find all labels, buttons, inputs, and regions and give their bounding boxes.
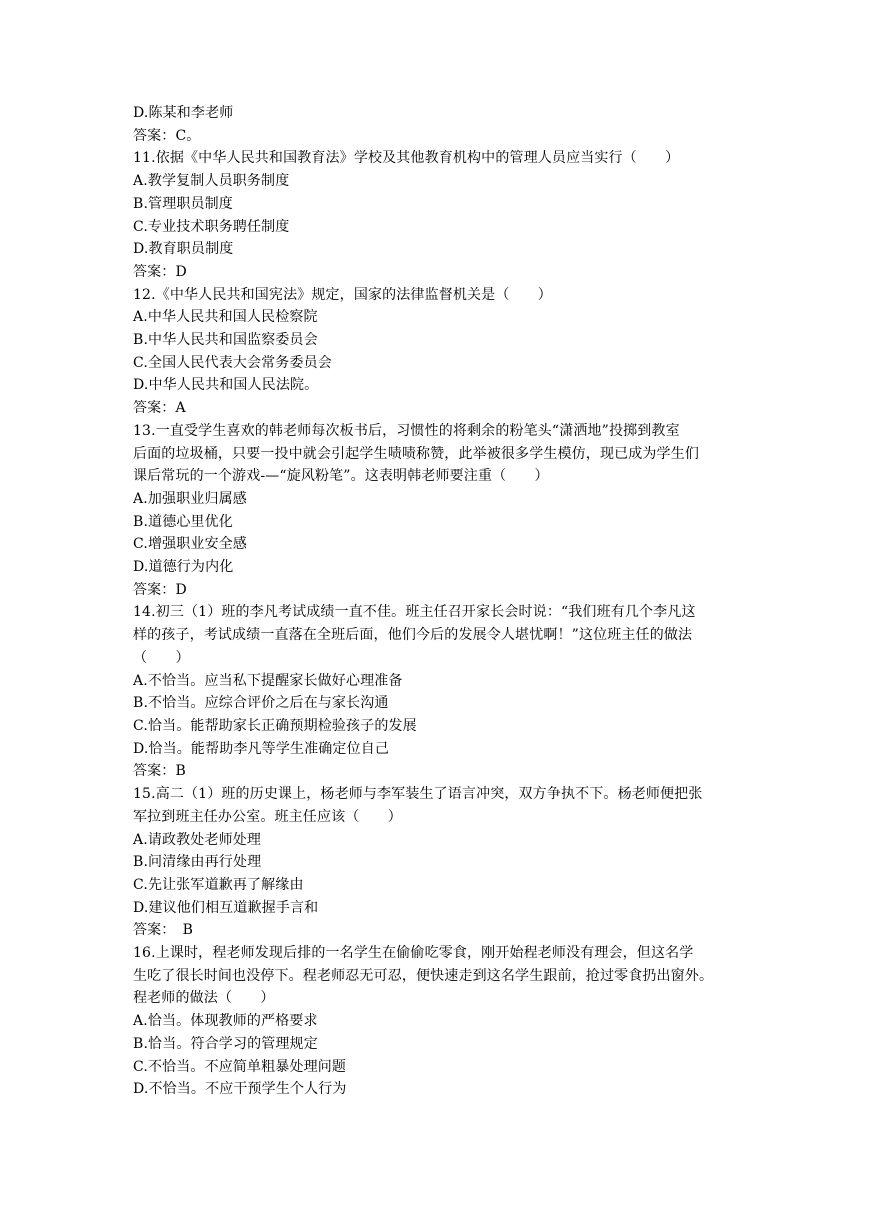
question-13: 13.一直受学生喜欢的韩老师每次板书后，习惯性的将剩余的粉笔头“潇洒地”投掷到教室: [133, 422, 680, 439]
option-d: D.道德行为内化: [133, 559, 234, 576]
option-d: D.恰当。能帮助李凡等学生准确定位自己: [133, 740, 390, 757]
answer-line: 答案：A: [133, 400, 186, 417]
question-16-cont: 生吃了很长时间也没停下。程老师忍无可忍，便快速走到这名学生跟前，抢过零食扔出窗外。: [133, 967, 714, 984]
option-c: C.先让张军道歉再了解缘由: [133, 876, 304, 893]
question-15-cont: 军拉到班主任办公室。班主任应该（ ）: [133, 808, 402, 825]
option-b: B.问清缘由再行处理: [133, 854, 262, 871]
option-a: A.教学复制人员职务制度: [133, 173, 290, 190]
question-14: 14.初三（1）班的李凡考试成绩一直不佳。班主任召开家长会时说：“我们班有几个李凡这: [133, 604, 696, 621]
question-12: 12.《中华人民共和国宪法》规定，国家的法律监督机关是（ ）: [133, 286, 552, 303]
question-15: 15.高二（1）班的历史课上，杨老师与李军装生了语言冲突，双方争执不下。杨老师便把张: [133, 786, 703, 803]
option-a: A.加强职业归属感: [133, 490, 247, 507]
question-13-cont: 课后常玩的一个游戏-—“旋风粉笔”。这表明韩老师要注重（ ）: [133, 468, 549, 485]
question-14-cont: （ ）: [133, 649, 190, 666]
option-d: D.教育职员制度: [133, 241, 234, 258]
answer-line: 答案：D: [133, 263, 187, 280]
answer-line: 答案： B: [133, 922, 194, 939]
option-c: C.增强职业安全感: [133, 536, 248, 553]
answer-line: 答案：D: [133, 581, 187, 598]
option-c: C.恰当。能帮助家长正确预期检验孩子的发展: [133, 717, 417, 734]
option-b: B.道德心里优化: [133, 513, 233, 530]
option-b: B.管理职员制度: [133, 195, 233, 212]
option-b: B.中华人民共和国监察委员会: [133, 332, 318, 349]
answer-line: 答案：B: [133, 763, 186, 780]
text-line: D.陈某和李老师: [133, 105, 234, 121]
option-a: A.不恰当。应当私下提醒家长做好心理准备: [133, 672, 403, 689]
option-a: A.请政教处老师处理: [133, 831, 262, 848]
option-d: D.建议他们相互道歉握手言和: [133, 899, 319, 916]
option-b: B.不恰当。应综合评价之后在与家长沟通: [133, 695, 389, 712]
question-13-cont: 后面的垃圾桶，只要一投中就会引起学生啧啧称赞，此举被很多学生模仿，现已成为学生们: [133, 445, 699, 462]
option-c: C.不恰当。不应简单粗暴处理问题: [133, 1058, 347, 1075]
option-d: D.不恰当。不应干预学生个人行为: [133, 1081, 347, 1098]
question-16-cont: 程老师的做法（ ）: [133, 990, 275, 1007]
option-a: A.恰当。体现教师的严格要求: [133, 1013, 318, 1030]
option-b: B.恰当。符合学习的管理规定: [133, 1035, 318, 1052]
question-16: 16.上课时，程老师发现后排的一名学生在偷偷吃零食，刚开始程老师没有理会，但这名学: [133, 945, 694, 962]
option-a: A.中华人民共和国人民检察院: [133, 309, 318, 326]
option-d: D.中华人民共和国人民法院。: [133, 377, 319, 394]
answer-line: 答案：C。: [133, 127, 201, 144]
question-14-cont: 样的孩子，考试成绩一直落在全班后面，他们今后的发展令人堪忧啊！”这位班主任的做法: [133, 627, 693, 644]
option-c: C.全国人民代表大会常务委员会: [133, 354, 332, 371]
option-c: C.专业技术职务聘任制度: [133, 218, 290, 235]
question-11: 11.依据《中华人民共和国教育法》学校及其他教育机构中的管理人员应当实行（ ）: [133, 150, 680, 167]
